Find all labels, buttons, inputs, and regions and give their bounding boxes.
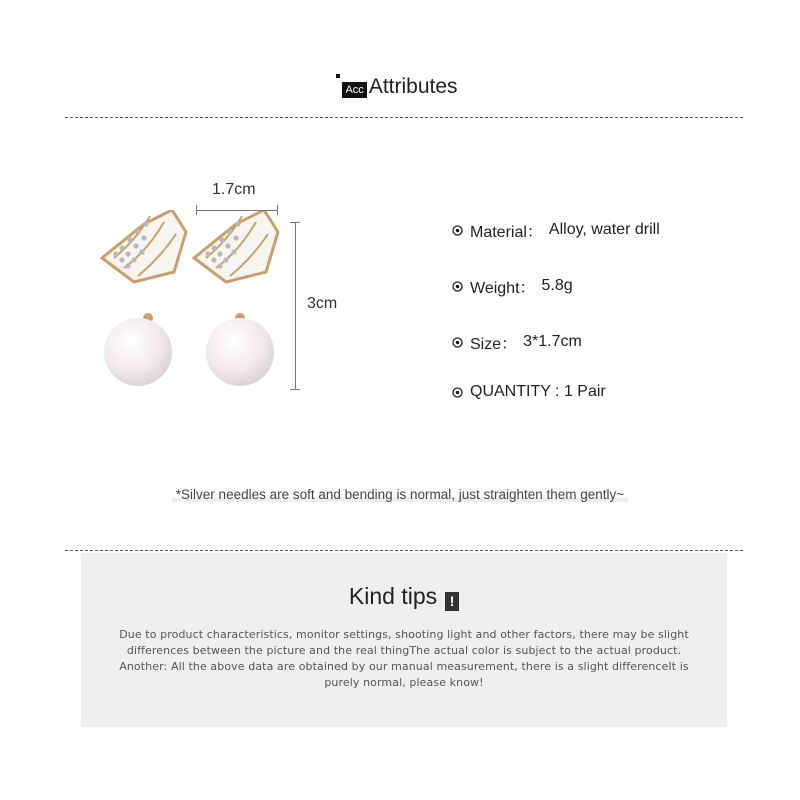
- bullet-target-icon: [452, 337, 463, 348]
- note-container: [0, 486, 800, 504]
- attribute-label: QUANTITY : 1 Pair: [470, 383, 606, 400]
- divider-bottom: [65, 550, 743, 551]
- bullet-target-icon: [452, 387, 463, 398]
- kind-tips-body: Due to product characteristics, monitor settings, shooting light and other factors, there may be slight differences between the picture and the real thingThe actual color is subject to the actual product. Another: All the above data are obtained by our manual measurement, there is a slight differenceIt is purely normal, please know!: [119, 628, 689, 689]
- attribute-list: [452, 219, 660, 403]
- width-dimension-label: 1.7cm: [212, 181, 256, 198]
- attribute-weight: [452, 275, 660, 297]
- width-dimension-cap-left: [196, 205, 197, 215]
- title-tag: Acc: [342, 82, 366, 98]
- title-dot-decoration: [336, 74, 340, 78]
- attribute-label: Material：: [470, 223, 543, 241]
- attribute-value: 3*1.7cm: [523, 333, 582, 350]
- attribute-quantity: [452, 381, 660, 403]
- kind-tips-box: [81, 553, 727, 727]
- attribute-size: [452, 331, 660, 353]
- product-image: [100, 210, 300, 400]
- kind-tips-title: Kind tips: [348, 583, 438, 609]
- bullet-target-icon: [452, 225, 463, 236]
- attribute-value: Alloy, water drill: [548, 221, 660, 238]
- section-header: [0, 76, 800, 98]
- kind-tips-heading: [81, 583, 727, 611]
- care-note: *Silver needles are soft and bending is normal, just straighten them gently~: [172, 487, 628, 502]
- width-dimension-line: [196, 210, 277, 211]
- bullet-target-icon: [452, 281, 463, 292]
- attribute-material: [452, 219, 660, 241]
- height-dimension-line: [295, 222, 296, 390]
- earring-left: [102, 210, 186, 386]
- height-dimension-label: 3cm: [307, 295, 338, 312]
- warning-icon: !: [445, 592, 459, 611]
- height-dimension-cap-top: [290, 222, 300, 223]
- height-dimension-cap-bottom: [290, 389, 300, 390]
- divider-top: [65, 117, 743, 118]
- earring-right: [194, 210, 278, 386]
- attribute-label: Size：: [470, 335, 518, 353]
- title-text: Attributes: [368, 75, 458, 98]
- width-dimension-cap-right: [277, 205, 278, 215]
- attribute-value: 5.8g: [541, 277, 573, 294]
- section-title: [342, 76, 457, 98]
- attribute-label: Weight：: [470, 279, 536, 297]
